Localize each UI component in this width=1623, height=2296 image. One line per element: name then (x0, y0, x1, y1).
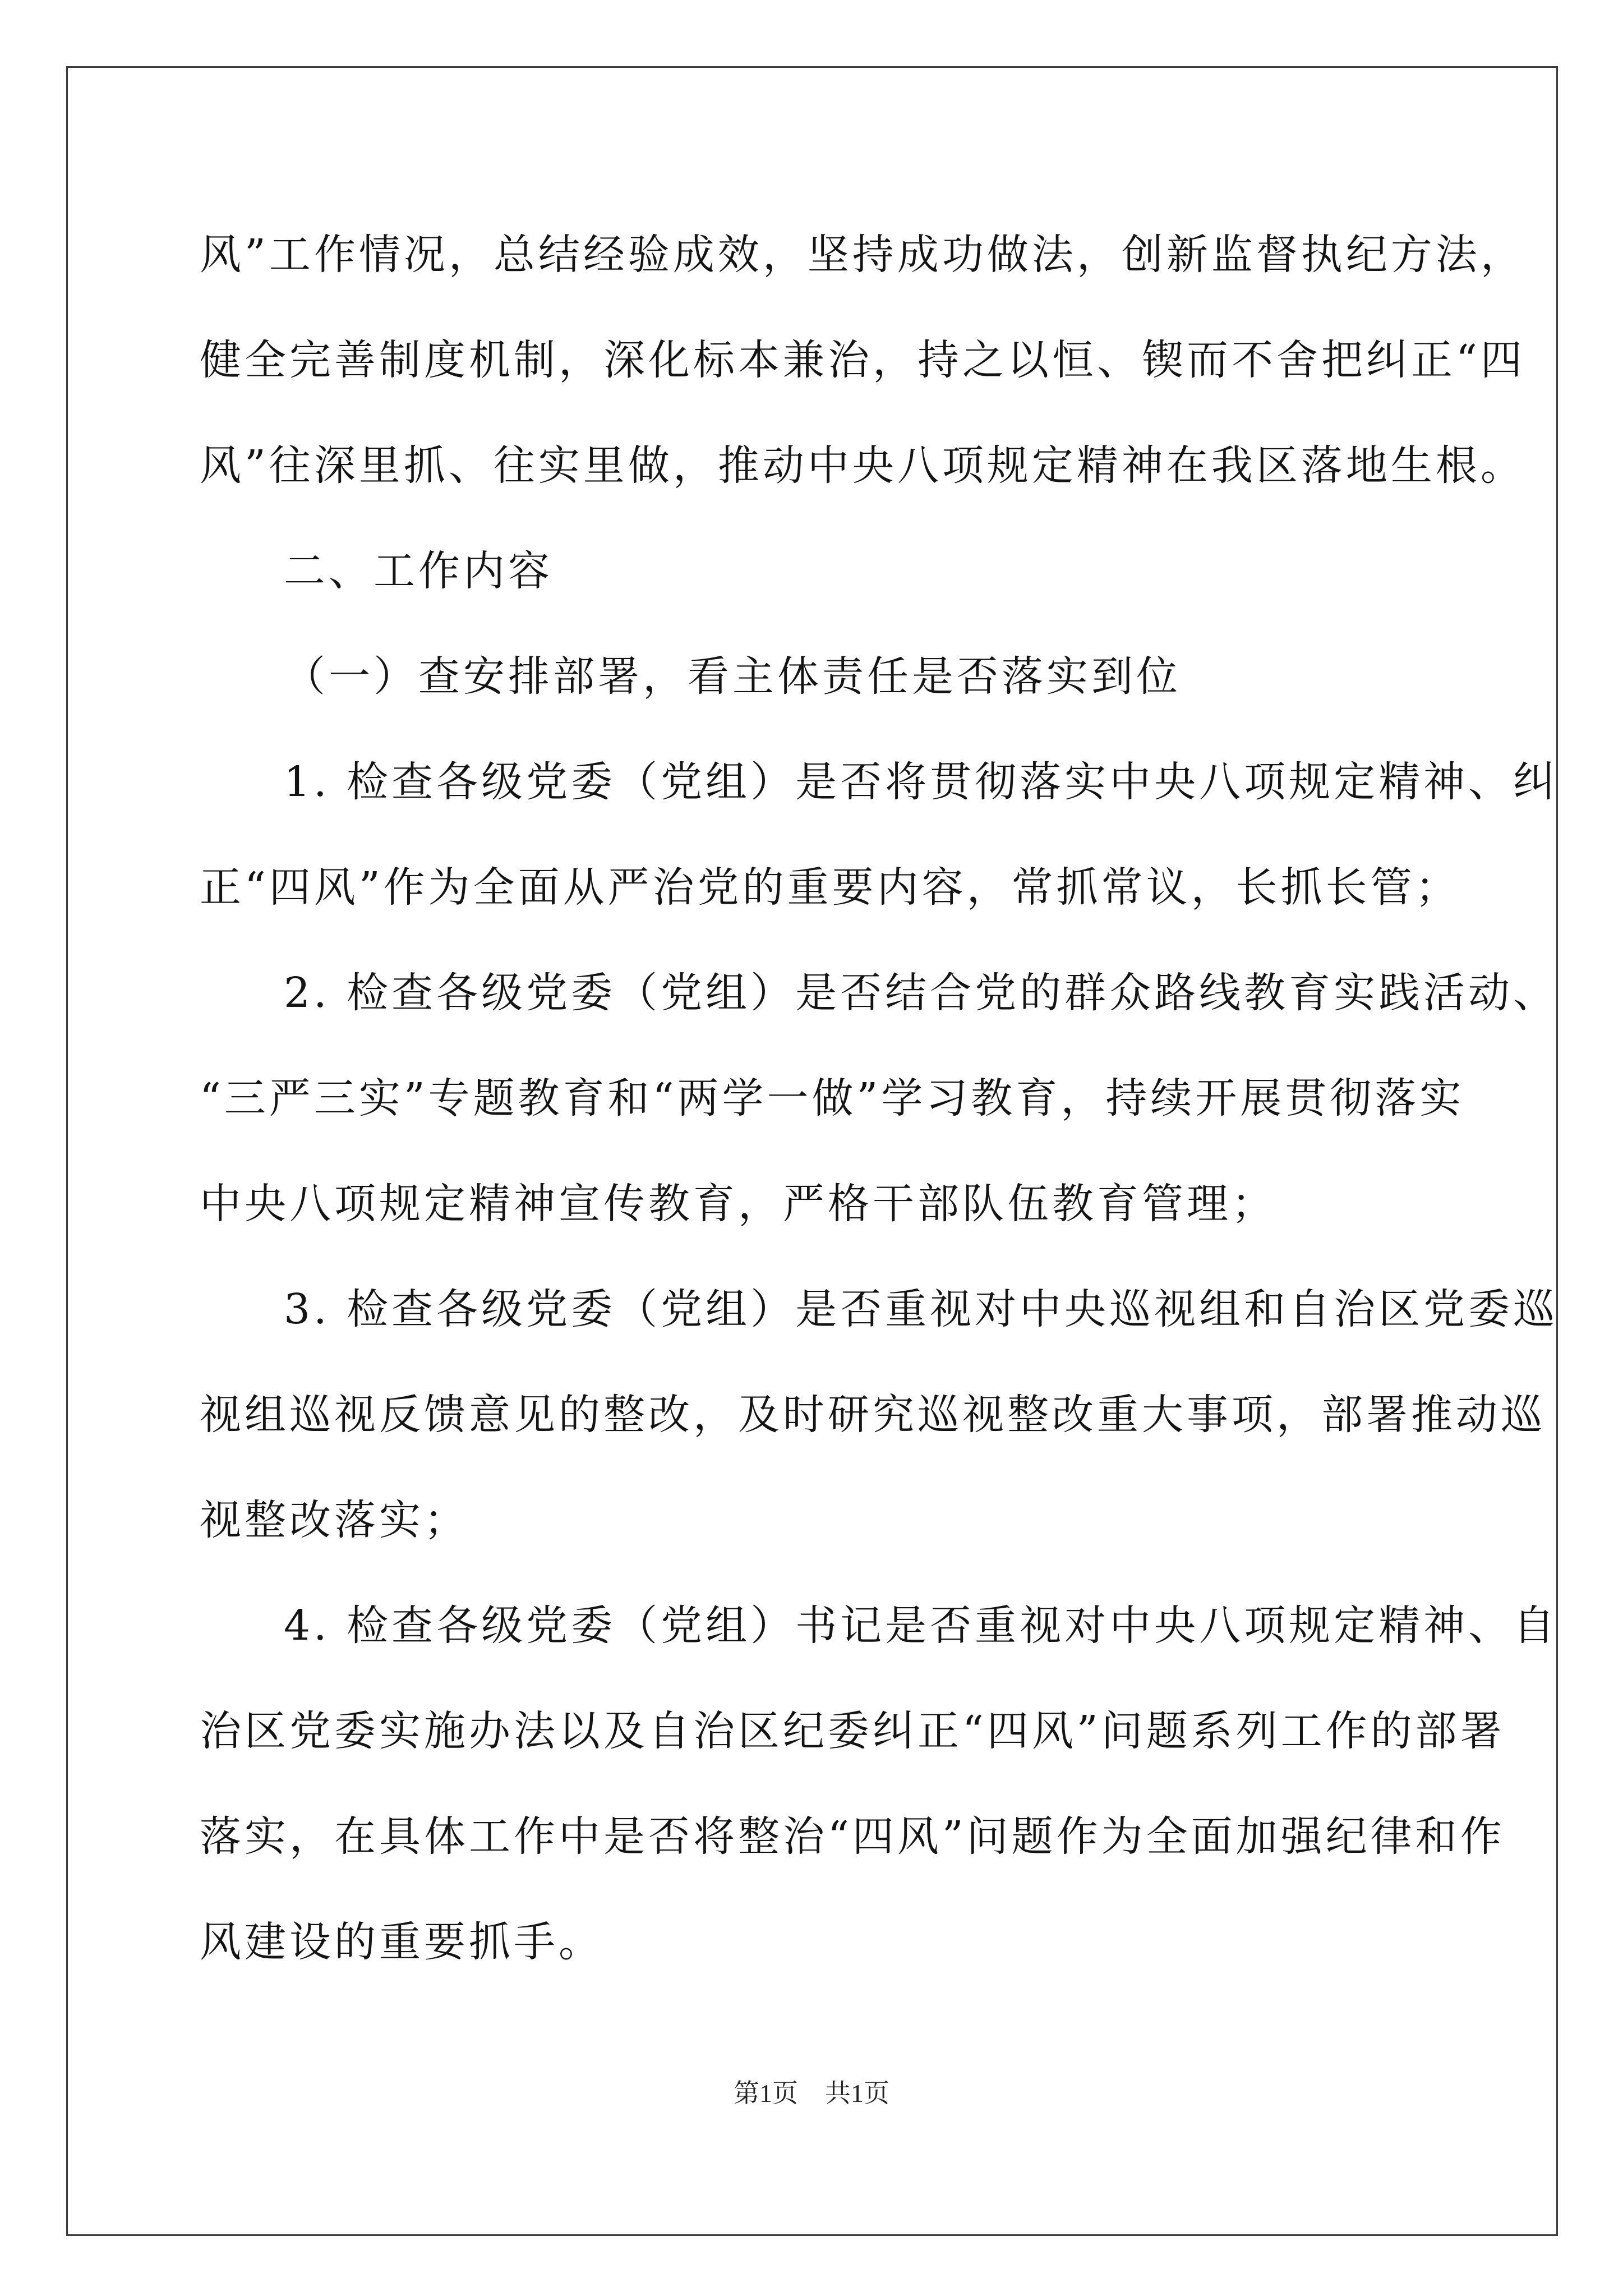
page-number: 第1页 (734, 2079, 798, 2108)
list-item-3-line: 3. 检查各级党委（党组）是否重视对中央巡视组和自治区党委巡 (284, 1285, 1559, 1333)
text-line: 视整改落实； (200, 1496, 469, 1544)
text-line: 正“四风”作为全面从严治党的重要内容，常抓常议，长抓长管； (200, 863, 1460, 912)
text-line: 落实，在具体工作中是否将整治“四风”问题作为全面加强纪律和作 (200, 1812, 1505, 1861)
list-item-4-line: 4. 检查各级党委（党组）书记是否重视对中央八项规定精神、自 (284, 1602, 1559, 1650)
list-item-2-line: 2. 检查各级党委（党组）是否结合党的群众路线教育实践活动、 (284, 969, 1559, 1017)
text-line: 健全完善制度机制，深化标本兼治，持之以恒、锲而不舍把纠正“四 (200, 336, 1525, 384)
subsection-heading: （一）查安排部署，看主体责任是否落实到位 (284, 652, 1181, 701)
text-line: 视组巡视反馈意见的整改，及时研究巡视整改重大事项，部署推动巡 (200, 1391, 1546, 1439)
text-line: “三严三实”专题教育和“两学一做”学习教育，持续开展贯彻落实 (200, 1074, 1465, 1122)
page-total: 共1页 (825, 2079, 889, 2108)
text-line: 风”往深里抓、往实里做，推动中央八项规定精神在我区落地生根。 (200, 441, 1525, 490)
section-heading: 二、工作内容 (284, 547, 553, 595)
text-line: 治区党委实施办法以及自治区纪委纠正“四风”问题系列工作的部署 (200, 1707, 1505, 1755)
text-line: 风建设的重要抓手。 (200, 1918, 603, 1966)
list-item-1-line: 1. 检查各级党委（党组）是否将贯彻落实中央八项规定精神、纠 (284, 758, 1559, 806)
text-line: 中央八项规定精神宣传教育，严格干部队伍教育管理； (200, 1180, 1276, 1228)
page-footer (0, 2077, 1623, 2110)
document-body (200, 202, 1559, 1995)
text-line: 风”工作情况，总结经验成效，坚持成功做法，创新监督执纪方法， (200, 231, 1525, 279)
